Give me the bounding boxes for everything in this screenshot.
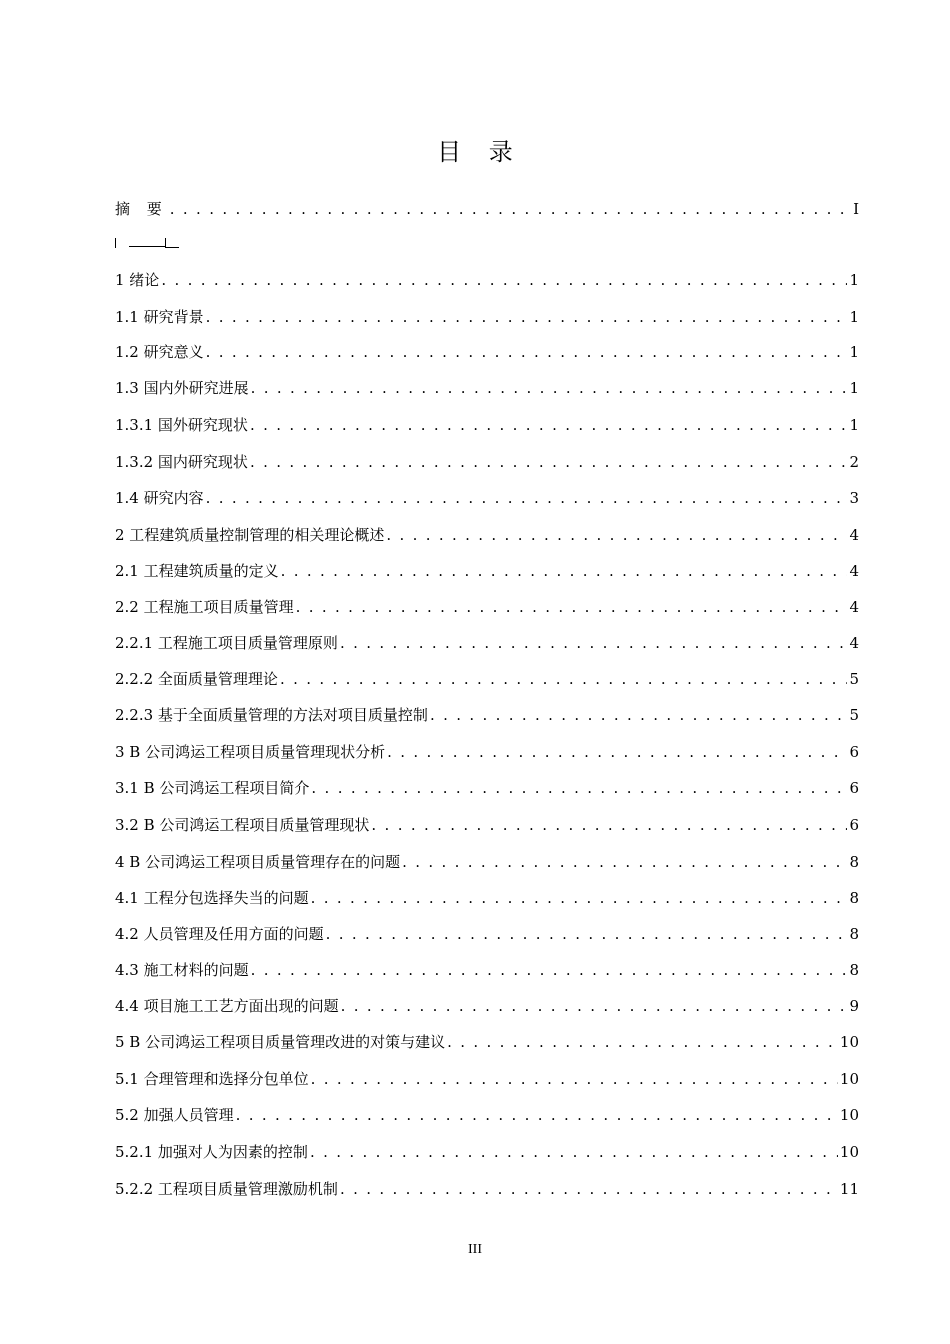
toc-entry-page: 6 [849,779,859,797]
toc-entry-page: 1 [849,308,859,326]
toc-leader-dots [387,740,847,764]
toc-entry[interactable] [115,450,859,474]
toc-entry[interactable] [115,703,859,727]
toc-leader-dots [430,703,848,727]
toc-entry[interactable] [115,850,859,874]
toc-entry[interactable] [115,595,859,619]
toc-entry-label: 1.2 研究意义 [115,343,204,361]
toc-entry-page: 1 [849,379,859,397]
toc-entry-page: 1 [849,271,859,289]
toc-entry-label: 1.3.2 国内研究现状 [115,453,248,471]
toc-entry[interactable] [115,268,859,292]
page-title: 目 录 [437,138,523,166]
toc-entry-label: 4 B 公司鸿运工程项目质量管理存在的问题 [115,853,401,871]
toc-entry-page: 4 [849,634,859,652]
toc-entry-page: 11 [839,1180,859,1198]
toc-leader-dots [251,958,848,982]
toc-entry-page: 8 [849,961,859,979]
toc-entry-label: 2.2.1 工程施工项目质量管理原则 [115,634,338,652]
toc-entry-label: 5.1 合理管理和选择分包单位 [115,1070,309,1088]
toc-leader-dots [296,595,848,619]
toc-entry[interactable] [115,1177,859,1201]
toc-leader-dots [371,813,847,837]
toc-leader-dots [311,886,848,910]
toc-entry-page: 2 [849,453,859,471]
toc-entry-label: 4.1 工程分包选择失当的问题 [115,889,309,907]
toc-entry-label: 4.3 施工材料的问题 [115,961,249,979]
toc-entry-page: 1 [849,416,859,434]
toc-entry-page: 9 [849,997,859,1015]
toc-entry-label: 3 B 公司鸿运工程项目质量管理现状分析 [115,743,386,761]
toc-entry-page: 5 [849,706,859,724]
toc-entry-label: 摘 要 [115,200,168,218]
toc-entry[interactable] [115,813,859,837]
toc-entry[interactable] [115,922,859,946]
toc-entry-label: 2.2.2 全面质量管理理论 [115,670,278,688]
toc-entry-page: 8 [849,925,859,943]
toc-leader-dots [206,486,848,510]
toc-leader-dots [281,559,848,583]
toc-leader-dots [206,340,848,364]
toc-entry[interactable] [115,486,859,510]
toc-entry[interactable] [115,523,859,547]
toc-leader-dots [386,523,847,547]
toc-entry[interactable] [115,305,859,329]
toc-entry-label: 1.3 国内外研究进展 [115,379,249,397]
toc-leader-dots [311,776,847,800]
toc-leader-dots [340,1177,838,1201]
toc-entry[interactable] [115,1030,859,1054]
toc-entry[interactable] [115,559,859,583]
toc-entry-label: 5.2.2 工程项目质量管理激励机制 [115,1180,338,1198]
toc-entry-page: 10 [839,1033,859,1051]
toc-entry-page: 4 [849,562,859,580]
toc-entry-page: 8 [849,853,859,871]
toc-entry-label: 5.2.1 加强对人为因素的控制 [115,1143,308,1161]
toc-entry-label: 1 绪论 [115,271,160,289]
toc-leader-dots [326,922,848,946]
toc-leader-dots [402,850,847,874]
toc-entry-page: 10 [839,1143,859,1161]
toc-entry[interactable] [115,340,859,364]
toc-entry-page: 4 [849,598,859,616]
toc-leader-dots [340,631,848,655]
toc-entry[interactable] [115,197,859,221]
toc-entry[interactable] [115,958,859,982]
toc-entry-page: 10 [839,1106,859,1124]
toc-entry-label: 4.4 项目施工工艺方面出现的问题 [115,997,339,1015]
toc-leader-dots [161,268,847,292]
toc-entry-label: 2.1 工程建筑质量的定义 [115,562,279,580]
toc-leader-dots [447,1030,838,1054]
toc-entry-page: 8 [849,889,859,907]
toc-entry-label: 3.1 B 公司鸿运工程项目简介 [115,779,310,797]
toc-entry[interactable] [115,667,859,691]
toc-leader-dots [251,376,848,400]
toc-entry-page: I [853,200,859,218]
toc-entry[interactable] [115,1067,859,1091]
toc-entry-label: 2.2 工程施工项目质量管理 [115,598,294,616]
toc-entry[interactable] [115,376,859,400]
toc-entry-label: 1.3.1 国外研究现状 [115,416,248,434]
toc-entry-page: 6 [849,743,859,761]
toc-entry[interactable] [115,994,859,1018]
broken-glyph-artifact [115,236,195,250]
toc-leader-dots [250,450,848,474]
toc-entry-label: 1.1 研究背景 [115,308,204,326]
toc-leader-dots [311,1067,838,1091]
toc-leader-dots [206,305,848,329]
page-number-footer: III [468,1242,482,1257]
toc-entry[interactable] [115,886,859,910]
toc-entry-label: 4.2 人员管理及任用方面的问题 [115,925,324,943]
toc-leader-dots [170,197,851,221]
toc-leader-dots [341,994,848,1018]
toc-leader-dots [236,1103,838,1127]
toc-leader-dots [310,1140,838,1164]
toc-entry-label: 3.2 B 公司鸿运工程项目质量管理现状 [115,816,370,834]
toc-entry[interactable] [115,413,859,437]
toc-entry[interactable] [115,740,859,764]
toc-entry[interactable] [115,1103,859,1127]
toc-entry-label: 2 工程建筑质量控制管理的相关理论概述 [115,526,385,544]
toc-entry-label: 2.2.3 基于全面质量管理的方法对项目质量控制 [115,706,428,724]
toc-entry[interactable] [115,1140,859,1164]
toc-entry-label: 5.2 加强人员管理 [115,1106,234,1124]
toc-entry-page: 4 [849,526,859,544]
toc-leader-dots [250,413,848,437]
toc-entry[interactable] [115,631,859,655]
toc-entry-label: 1.4 研究内容 [115,489,204,507]
toc-entry-page: 6 [849,816,859,834]
toc-entry-label: 5 B 公司鸿运工程项目质量管理改进的对策与建议 [115,1033,446,1051]
toc-entry-page: 10 [839,1070,859,1088]
toc-entry-page: 1 [849,343,859,361]
toc-entry-page: 3 [849,489,859,507]
toc-entry-page: 5 [849,670,859,688]
toc-leader-dots [280,667,848,691]
toc-entry[interactable] [115,776,859,800]
